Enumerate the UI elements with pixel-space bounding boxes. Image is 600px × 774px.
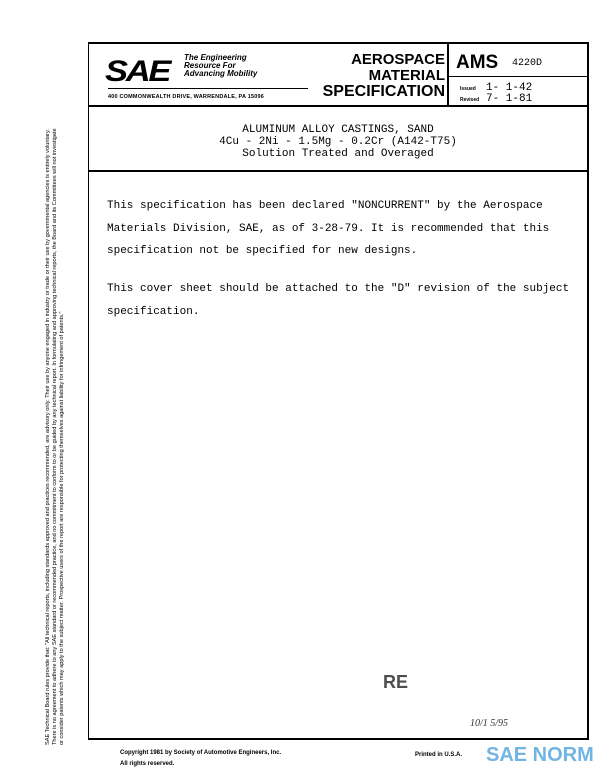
doc-type — [323, 52, 445, 100]
cover-sheet-paragraph: This cover sheet should be attached to the "D" revision of the subject specification. — [107, 283, 570, 318]
printed-in: Printed in U.S.A. — [415, 752, 463, 758]
doc-type-line: SPECIFICATION — [322, 83, 445, 100]
side-notice: SAE Technical Board rules provide that: "All technical reports, including standards approved and practices recommended, are advisory only. Their use by anyone engaged in industry or trade or their use by governmental agencies is entirely voluntary. There is no agreement to adhere to any SAE standard or recommended practice, and no commitment to conform to or be guided by any technical report. In formulating and approving technical reports, the Board and its Committees will not investigate or consider patents which may apply to the subject matter. Prospective users of the report are responsible for protecting themselves against liability for infringement of patents." — [45, 128, 65, 745]
ams-divider — [447, 42, 449, 105]
noncurrent-paragraph: This specification has been declared "NONCURRENT" by the Aerospace Materials Division, SAE, as of 3-28-79. It is recommended that this specification not be specified for new designs. — [107, 200, 550, 257]
stamp: RE — [383, 672, 409, 692]
title-divider — [88, 170, 588, 172]
copyright — [120, 748, 281, 770]
sae-logo: SAE — [105, 55, 170, 88]
ams-number: 4220D — [512, 58, 543, 69]
revised-date: 7- 1-81 — [486, 93, 533, 105]
tagline-line: Resource For — [184, 61, 236, 70]
doc-type-line: MATERIAL — [368, 67, 445, 84]
issued-label: Issued — [460, 86, 476, 92]
rights-line: All rights reserved. — [120, 761, 175, 767]
title-line: 4Cu - 2Ni - 1.5Mg - 0.2Cr (A142-T75) — [219, 136, 457, 148]
tagline — [184, 54, 257, 78]
address: 400 COMMONWEALTH DRIVE, WARRENDALE, PA 15096 — [108, 94, 264, 100]
title-line: ALUMINUM ALLOY CASTINGS, SAND — [242, 124, 434, 136]
doc-type-line: AEROSPACE — [351, 51, 445, 68]
sae-norm-watermark: SAE NORM — [486, 744, 594, 766]
ams-label: AMS — [456, 52, 499, 73]
revised-label: Revised — [460, 97, 480, 103]
dates — [460, 83, 532, 105]
header-divider — [88, 105, 588, 107]
copyright-line: Copyright 1981 by Society of Automotive Engineers, Inc. — [120, 750, 282, 756]
tagline-line: The Engineering — [184, 53, 247, 62]
ams-box-divider — [448, 76, 588, 77]
spec-title — [90, 124, 586, 160]
title-line: Solution Treated and Overaged — [242, 148, 434, 160]
tagline-line: Advancing Mobility — [184, 69, 258, 78]
handwritten-date: 10/1 5/95 — [470, 718, 509, 729]
issued-date: 1- 1-42 — [486, 82, 533, 94]
